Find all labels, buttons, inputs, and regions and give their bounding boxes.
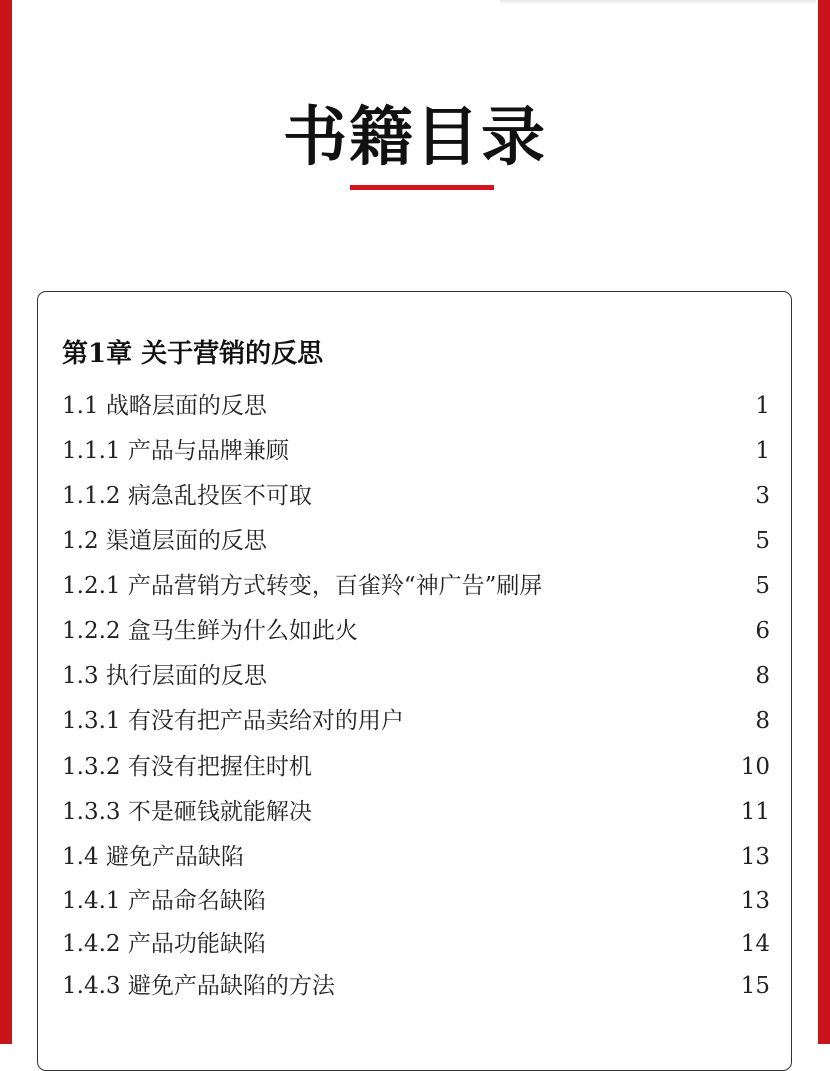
toc-entry[interactable] (62, 704, 770, 738)
toc-entry[interactable] (62, 969, 770, 1003)
toc-entry-title: 1.3.2 有没有把握住时机 (62, 754, 312, 780)
toc-entry-page: 5 (755, 573, 770, 599)
toc-entry-page: 10 (740, 754, 770, 780)
toc-entry-page: 15 (740, 973, 770, 999)
toc-entry-title: 1.4 避免产品缺陷 (62, 844, 244, 870)
toc-entry-page: 14 (740, 931, 770, 957)
toc-entry[interactable] (62, 434, 770, 468)
toc-entry[interactable] (62, 524, 770, 558)
toc-entry-page: 1 (755, 393, 770, 419)
toc-entry-title: 1.2.2 盒马生鲜为什么如此火 (62, 618, 358, 644)
toc-entry-title: 1.3 执行层面的反思 (62, 663, 267, 689)
toc-entry-page: 8 (755, 708, 770, 734)
toc-entry-page: 13 (740, 888, 770, 914)
toc-entry[interactable] (62, 840, 770, 874)
toc-entry-title: 1.2.1 产品营销方式转变，百雀羚“神广告”刷屏 (62, 573, 543, 599)
toc-entry-title: 1.1.1 产品与品牌兼顾 (62, 438, 289, 464)
toc-entry[interactable] (62, 927, 770, 961)
toc-entry-page: 6 (755, 618, 770, 644)
toc-entry[interactable] (62, 389, 770, 423)
toc-entry-page: 5 (755, 528, 770, 554)
toc-entry-page: 3 (755, 483, 770, 509)
chapter-heading: 第1章 关于营销的反思 (62, 339, 324, 369)
toc-entry[interactable] (62, 479, 770, 513)
toc-entry[interactable] (62, 614, 770, 648)
toc-entry[interactable] (62, 569, 770, 603)
toc-entry-title: 1.4.2 产品功能缺陷 (62, 931, 266, 957)
toc-entry-page: 8 (755, 663, 770, 689)
toc-entry-title: 1.1 战略层面的反思 (62, 393, 267, 419)
page-title: 书籍目录 (283, 100, 547, 175)
toc-entry[interactable] (62, 795, 770, 829)
top-shadow (500, 0, 816, 4)
toc-entry-title: 1.4.1 产品命名缺陷 (62, 888, 266, 914)
toc-entry[interactable] (62, 884, 770, 918)
toc-entry-title: 1.4.3 避免产品缺陷的方法 (62, 973, 335, 999)
toc-entry-title: 1.3.3 不是砸钱就能解决 (62, 799, 312, 825)
toc-entry-title: 1.2 渠道层面的反思 (62, 528, 267, 554)
toc-entry-title: 1.3.1 有没有把产品卖给对的用户 (62, 708, 404, 734)
toc-entry[interactable] (62, 750, 770, 784)
toc-entry[interactable] (62, 659, 770, 693)
toc-entry-title: 1.1.2 病急乱投医不可取 (62, 483, 312, 509)
toc-entry-page: 1 (755, 438, 770, 464)
toc-entry-page: 11 (740, 799, 770, 825)
title-underline (350, 185, 494, 190)
toc-entry-page: 13 (740, 844, 770, 870)
